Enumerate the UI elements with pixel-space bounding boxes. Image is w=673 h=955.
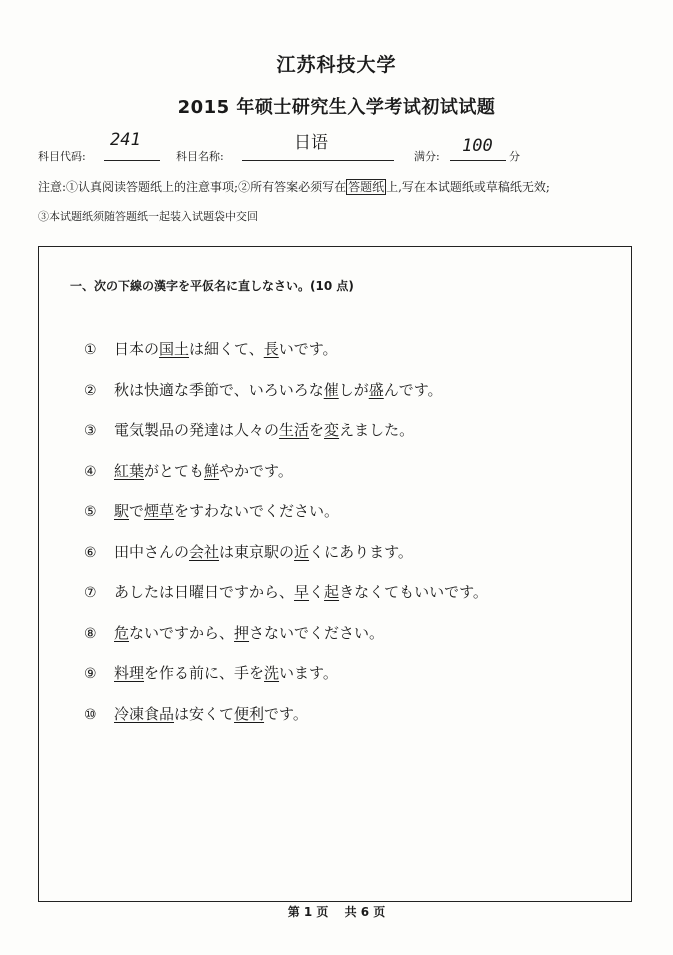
question-text-segment: は細くて、 [189,340,264,358]
subject-name-value: 日语 [294,133,328,153]
question-text [114,421,414,439]
question-number: ⑨ [84,666,97,682]
question-item [84,500,339,521]
question-number: ⑥ [84,544,97,561]
question-text [114,583,488,601]
question-text-segment: いです。 [278,340,338,358]
section-heading: 一、次の下線の漢字を平仮名に直しなさい。(10 点) [70,279,354,293]
underlined-kanji: 生活 [279,421,310,439]
question-text-segment: をすわないでください。 [174,502,340,520]
question-text-segment: です。 [264,704,308,723]
underlined-kanji: 洗 [264,664,280,682]
question-text-segment: 秋は快適な季節で、いろいろな [114,380,324,399]
question-text-segment: は東京駅の [219,542,295,561]
underlined-kanji: 便利 [234,704,265,723]
underlined-kanji: 国土 [159,340,190,358]
underlined-kanji: 会社 [189,542,220,561]
question-item [84,662,338,683]
subject-code-value: 241 [110,130,141,150]
full-score-value: 100 [462,136,493,156]
subject-code-label: 科目代码: [38,150,86,163]
university-name: 江苏科技大学 [276,54,397,76]
question-text-segment: きなくてもいいです。 [339,583,488,601]
underlined-kanji: 冷凍食品 [114,704,175,723]
question-number: ④ [84,463,97,480]
question-item [84,460,293,481]
underlined-kanji: 危 [114,623,130,642]
full-score-unit: 分 [509,150,520,163]
page-footer [0,903,673,920]
question-item [84,581,488,602]
question-text-segment: ないですから、 [129,623,235,642]
underlined-kanji: 紅葉 [114,461,145,480]
question-text-segment: あしたは日曜日ですから、 [114,583,295,601]
underlined-kanji: 変 [324,421,340,439]
question-text-segment: やかです。 [219,461,293,480]
underlined-kanji: 長 [263,340,279,358]
question-text-segment: く [309,583,325,601]
question-number: ① [84,342,97,358]
question-item [84,419,414,440]
question-text-segment: くにあります。 [309,542,413,561]
question-item [84,622,384,643]
page-number: 第 1 页 [287,905,329,919]
question-text-segment: えました。 [339,421,415,439]
question-text-segment: います。 [279,664,338,682]
question-text-segment: を [309,421,325,439]
underlined-kanji: 煙草 [144,502,175,520]
question-text [114,543,413,561]
question-text-segment: 日本の [114,340,160,358]
notice-line-2: ③本试题纸须随答题纸一起装入试题袋中交回 [38,210,258,223]
notice-line-1 [38,178,550,195]
question-text-segment: で [129,502,145,520]
subject-name-label: 科目名称: [176,150,224,163]
underlined-kanji: 催 [323,380,339,399]
question-text [114,381,443,399]
question-number: ⑤ [84,504,97,520]
underlined-kanji: 早 [294,583,310,601]
notice-boxed-term: 答题纸 [348,180,385,194]
underlined-kanji: 鮮 [204,461,220,480]
question-item [84,379,443,400]
question-number: ⑩ [84,706,97,723]
underlined-kanji: 近 [294,542,310,561]
question-item [84,703,308,724]
question-text [114,340,338,358]
question-text [114,664,338,682]
question-text-segment: さないでください。 [249,623,385,642]
underlined-kanji: 押 [234,623,250,642]
question-item [84,541,413,562]
question-text-segment: しが [338,380,369,399]
question-text-segment: んです。 [383,380,443,399]
question-item [84,338,338,359]
question-text-segment: は安くて [174,704,235,723]
question-text [114,502,339,520]
question-text [114,462,293,480]
question-number: ⑦ [84,585,97,601]
question-number: ② [84,382,97,399]
question-text-segment: 田中さんの [114,542,190,561]
question-text [114,624,384,642]
underlined-kanji: 起 [324,583,340,601]
question-number: ⑧ [84,625,97,642]
question-text-segment: がとても [144,461,205,480]
question-text-segment: を作る前に、手を [144,664,265,682]
notice-line-1-prefix: 注意:①认真阅读答题纸上的注意事项;②所有答案必须写在 [38,180,347,194]
underlined-kanji: 駅 [114,502,130,520]
question-text-segment: 電気製品の発達は人々の [114,421,280,439]
underlined-kanji: 盛 [368,380,384,399]
full-score-label: 满分: [414,150,440,163]
exam-title: 2015 年硕士研究生入学考试初试试题 [177,97,496,118]
page-total: 共 6 页 [344,905,386,919]
notice-line-1-suffix: 上,写在本试题纸或草稿纸无效; [386,180,550,194]
question-text [114,705,308,723]
question-number: ③ [84,423,97,439]
underlined-kanji: 料理 [114,664,145,682]
